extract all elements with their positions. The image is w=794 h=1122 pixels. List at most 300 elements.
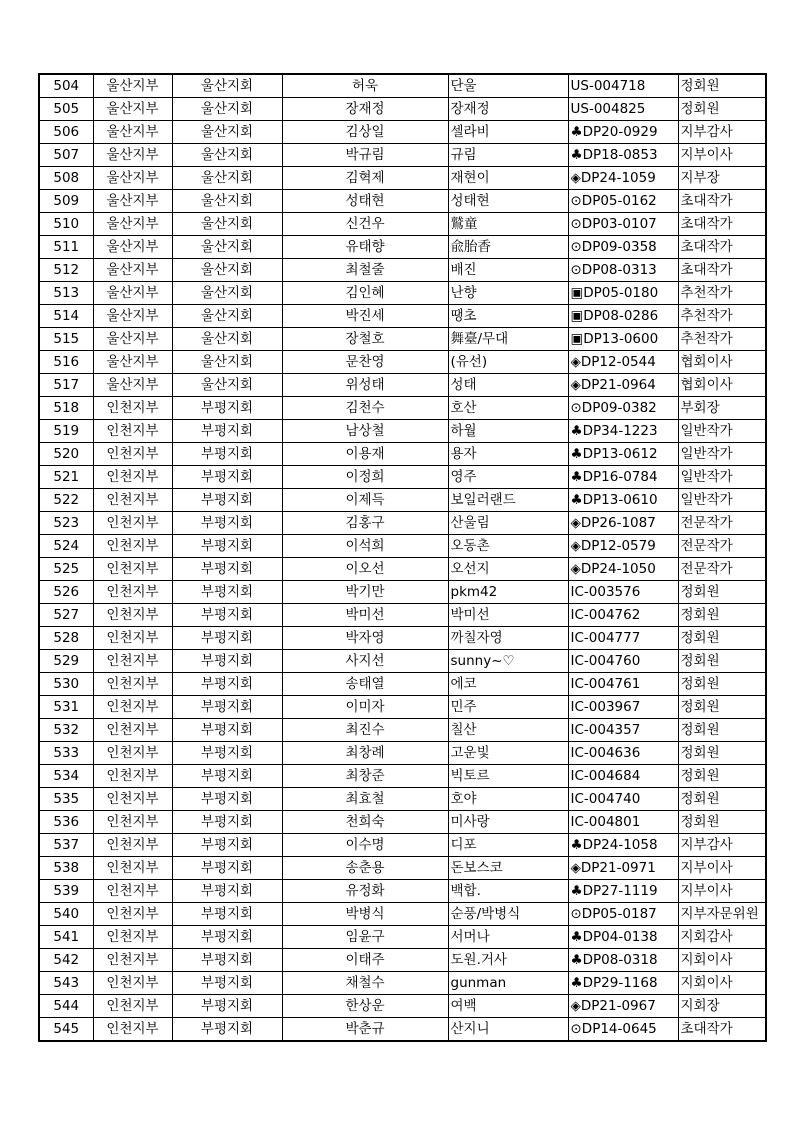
chapter-cell: 부평지회 [172, 765, 282, 788]
nickname-cell: 셀라비 [448, 121, 568, 144]
nickname-cell: 장재정 [448, 98, 568, 121]
nickname-cell: pkm42 [448, 581, 568, 604]
chapter-cell: 울산지회 [172, 282, 282, 305]
branch-cell: 인천지부 [93, 857, 172, 880]
branch-cell: 울산지부 [93, 167, 172, 190]
member-name-cell: 최진수 [282, 719, 448, 742]
table-row [39, 581, 766, 604]
table-row [39, 719, 766, 742]
role-cell: 지부이사 [678, 857, 766, 880]
role-cell: 정회원 [678, 811, 766, 834]
nickname-cell: 미사랑 [448, 811, 568, 834]
row-number: 516 [39, 351, 93, 374]
table-row [39, 1018, 766, 1042]
branch-cell: 인천지부 [93, 811, 172, 834]
role-cell: 전문작가 [678, 535, 766, 558]
role-cell: 정회원 [678, 650, 766, 673]
role-cell: 정회원 [678, 673, 766, 696]
branch-cell: 울산지부 [93, 259, 172, 282]
role-cell: 전문작가 [678, 512, 766, 535]
table-row [39, 489, 766, 512]
nickname-cell: 산지니 [448, 1018, 568, 1042]
table-row [39, 512, 766, 535]
member-code-cell: ⊙DP03-0107 [568, 213, 678, 236]
nickname-cell: 배진 [448, 259, 568, 282]
nickname-cell: 민주 [448, 696, 568, 719]
table-row [39, 98, 766, 121]
nickname-cell: 서머나 [448, 926, 568, 949]
branch-cell: 울산지부 [93, 144, 172, 167]
member-name-cell: 유태향 [282, 236, 448, 259]
table-row [39, 673, 766, 696]
row-number: 524 [39, 535, 93, 558]
member-code-cell: ♣DP27-1119 [568, 880, 678, 903]
table-row [39, 880, 766, 903]
nickname-cell: 난향 [448, 282, 568, 305]
chapter-cell: 울산지회 [172, 74, 282, 98]
table-row [39, 305, 766, 328]
table-row [39, 121, 766, 144]
nickname-cell: 까칠자영 [448, 627, 568, 650]
chapter-cell: 울산지회 [172, 351, 282, 374]
row-number: 522 [39, 489, 93, 512]
branch-cell: 인천지부 [93, 719, 172, 742]
row-number: 532 [39, 719, 93, 742]
member-name-cell: 문찬영 [282, 351, 448, 374]
role-cell: 정회원 [678, 788, 766, 811]
nickname-cell: 에코 [448, 673, 568, 696]
member-name-cell: 최효철 [282, 788, 448, 811]
member-code-cell: ♣DP13-0610 [568, 489, 678, 512]
chapter-cell: 부평지회 [172, 788, 282, 811]
table-row [39, 397, 766, 420]
table-row [39, 328, 766, 351]
table-row [39, 949, 766, 972]
table-row [39, 811, 766, 834]
member-code-cell: ♣DP18-0853 [568, 144, 678, 167]
row-number: 545 [39, 1018, 93, 1042]
nickname-cell: gunman [448, 972, 568, 995]
chapter-cell: 부평지회 [172, 719, 282, 742]
branch-cell: 인천지부 [93, 765, 172, 788]
member-code-cell: ♣DP04-0138 [568, 926, 678, 949]
member-name-cell: 이석희 [282, 535, 448, 558]
member-name-cell: 이제득 [282, 489, 448, 512]
member-name-cell: 성태현 [282, 190, 448, 213]
nickname-cell: 하월 [448, 420, 568, 443]
chapter-cell: 부평지회 [172, 420, 282, 443]
table-row [39, 144, 766, 167]
member-name-cell: 이미자 [282, 696, 448, 719]
chapter-cell: 울산지회 [172, 167, 282, 190]
nickname-cell: 舞臺/무대 [448, 328, 568, 351]
member-code-cell: ⊙DP05-0187 [568, 903, 678, 926]
row-number: 506 [39, 121, 93, 144]
branch-cell: 인천지부 [93, 466, 172, 489]
chapter-cell: 울산지회 [172, 259, 282, 282]
branch-cell: 울산지부 [93, 98, 172, 121]
table-row [39, 627, 766, 650]
row-number: 538 [39, 857, 93, 880]
member-code-cell: ♣DP20-0929 [568, 121, 678, 144]
nickname-cell: 칠산 [448, 719, 568, 742]
nickname-cell: 순풍/박병식 [448, 903, 568, 926]
row-number: 540 [39, 903, 93, 926]
row-number: 518 [39, 397, 93, 420]
branch-cell: 인천지부 [93, 443, 172, 466]
nickname-cell: 성태 [448, 374, 568, 397]
member-name-cell: 박춘규 [282, 1018, 448, 1042]
member-name-cell: 이오선 [282, 558, 448, 581]
nickname-cell: 용자 [448, 443, 568, 466]
row-number: 534 [39, 765, 93, 788]
member-name-cell: 박진세 [282, 305, 448, 328]
table-row [39, 420, 766, 443]
row-number: 535 [39, 788, 93, 811]
row-number: 543 [39, 972, 93, 995]
table-row [39, 696, 766, 719]
row-number: 536 [39, 811, 93, 834]
member-name-cell: 허욱 [282, 74, 448, 98]
branch-cell: 인천지부 [93, 696, 172, 719]
member-code-cell: IC-003576 [568, 581, 678, 604]
member-code-cell: IC-004762 [568, 604, 678, 627]
chapter-cell: 부평지회 [172, 627, 282, 650]
nickname-cell: sunny~♡ [448, 650, 568, 673]
member-name-cell: 김천수 [282, 397, 448, 420]
branch-cell: 인천지부 [93, 627, 172, 650]
member-code-cell: ⊙DP09-0382 [568, 397, 678, 420]
member-name-cell: 박규림 [282, 144, 448, 167]
row-number: 507 [39, 144, 93, 167]
role-cell: 부회장 [678, 397, 766, 420]
table-row [39, 374, 766, 397]
member-name-cell: 박자영 [282, 627, 448, 650]
branch-cell: 인천지부 [93, 995, 172, 1018]
chapter-cell: 울산지회 [172, 236, 282, 259]
member-code-cell: IC-004357 [568, 719, 678, 742]
member-code-cell: IC-004777 [568, 627, 678, 650]
chapter-cell: 부평지회 [172, 949, 282, 972]
table-row [39, 190, 766, 213]
member-code-cell: ♣DP24-1058 [568, 834, 678, 857]
branch-cell: 울산지부 [93, 282, 172, 305]
role-cell: 지부감사 [678, 121, 766, 144]
row-number: 539 [39, 880, 93, 903]
member-name-cell: 김혁제 [282, 167, 448, 190]
member-name-cell: 최철줄 [282, 259, 448, 282]
table-row [39, 213, 766, 236]
chapter-cell: 부평지회 [172, 742, 282, 765]
chapter-cell: 부평지회 [172, 857, 282, 880]
member-name-cell: 사지선 [282, 650, 448, 673]
nickname-cell: 재현이 [448, 167, 568, 190]
branch-cell: 인천지부 [93, 742, 172, 765]
chapter-cell: 부평지회 [172, 811, 282, 834]
branch-cell: 울산지부 [93, 74, 172, 98]
chapter-cell: 부평지회 [172, 972, 282, 995]
table-row [39, 167, 766, 190]
nickname-cell: 오동촌 [448, 535, 568, 558]
table-row [39, 558, 766, 581]
member-name-cell: 김상일 [282, 121, 448, 144]
member-name-cell: 김인혜 [282, 282, 448, 305]
branch-cell: 인천지부 [93, 673, 172, 696]
member-name-cell: 이수명 [282, 834, 448, 857]
branch-cell: 인천지부 [93, 788, 172, 811]
role-cell: 일반작가 [678, 420, 766, 443]
role-cell: 지회장 [678, 995, 766, 1018]
member-code-cell: ▣DP13-0600 [568, 328, 678, 351]
member-name-cell: 한상운 [282, 995, 448, 1018]
role-cell: 정회원 [678, 765, 766, 788]
branch-cell: 인천지부 [93, 535, 172, 558]
member-name-cell: 최창례 [282, 742, 448, 765]
branch-cell: 인천지부 [93, 926, 172, 949]
member-code-cell: IC-004801 [568, 811, 678, 834]
nickname-cell: 땡초 [448, 305, 568, 328]
branch-cell: 인천지부 [93, 558, 172, 581]
table-row [39, 443, 766, 466]
row-number: 517 [39, 374, 93, 397]
chapter-cell: 부평지회 [172, 673, 282, 696]
chapter-cell: 부평지회 [172, 650, 282, 673]
branch-cell: 인천지부 [93, 834, 172, 857]
member-code-cell: ◈DP21-0967 [568, 995, 678, 1018]
nickname-cell: 호야 [448, 788, 568, 811]
member-name-cell: 위성태 [282, 374, 448, 397]
role-cell: 추천작가 [678, 305, 766, 328]
chapter-cell: 부평지회 [172, 443, 282, 466]
role-cell: 추천작가 [678, 282, 766, 305]
branch-cell: 인천지부 [93, 397, 172, 420]
chapter-cell: 부평지회 [172, 397, 282, 420]
member-code-cell: ♣DP16-0784 [568, 466, 678, 489]
member-table [38, 73, 767, 1042]
member-name-cell: 박병식 [282, 903, 448, 926]
member-name-cell: 박기만 [282, 581, 448, 604]
branch-cell: 인천지부 [93, 581, 172, 604]
row-number: 510 [39, 213, 93, 236]
row-number: 513 [39, 282, 93, 305]
role-cell: 초대작가 [678, 1018, 766, 1042]
row-number: 511 [39, 236, 93, 259]
chapter-cell: 부평지회 [172, 535, 282, 558]
member-name-cell: 신건우 [282, 213, 448, 236]
member-code-cell: ◈DP26-1087 [568, 512, 678, 535]
table-row [39, 466, 766, 489]
member-name-cell: 이태주 [282, 949, 448, 972]
chapter-cell: 울산지회 [172, 121, 282, 144]
branch-cell: 인천지부 [93, 949, 172, 972]
member-code-cell: IC-003967 [568, 696, 678, 719]
member-name-cell: 채철수 [282, 972, 448, 995]
member-name-cell: 이정희 [282, 466, 448, 489]
role-cell: 초대작가 [678, 259, 766, 282]
row-number: 527 [39, 604, 93, 627]
role-cell: 초대작가 [678, 190, 766, 213]
member-code-cell: ▣DP08-0286 [568, 305, 678, 328]
member-code-cell: ▣DP05-0180 [568, 282, 678, 305]
role-cell: 정회원 [678, 98, 766, 121]
member-name-cell: 이용재 [282, 443, 448, 466]
row-number: 504 [39, 74, 93, 98]
chapter-cell: 울산지회 [172, 374, 282, 397]
row-number: 541 [39, 926, 93, 949]
table-row [39, 788, 766, 811]
branch-cell: 인천지부 [93, 650, 172, 673]
row-number: 526 [39, 581, 93, 604]
branch-cell: 인천지부 [93, 1018, 172, 1042]
branch-cell: 울산지부 [93, 305, 172, 328]
row-number: 523 [39, 512, 93, 535]
chapter-cell: 부평지회 [172, 512, 282, 535]
nickname-cell: 여백 [448, 995, 568, 1018]
row-number: 525 [39, 558, 93, 581]
member-table-body [39, 74, 766, 1041]
role-cell: 지회감사 [678, 926, 766, 949]
branch-cell: 인천지부 [93, 903, 172, 926]
member-name-cell: 남상철 [282, 420, 448, 443]
member-code-cell: ◈DP21-0971 [568, 857, 678, 880]
member-code-cell: ◈DP12-0544 [568, 351, 678, 374]
chapter-cell: 부평지회 [172, 581, 282, 604]
row-number: 509 [39, 190, 93, 213]
chapter-cell: 울산지회 [172, 305, 282, 328]
table-row [39, 834, 766, 857]
nickname-cell: 박미선 [448, 604, 568, 627]
row-number: 519 [39, 420, 93, 443]
nickname-cell: (유선) [448, 351, 568, 374]
row-number: 537 [39, 834, 93, 857]
table-row [39, 857, 766, 880]
member-name-cell: 송춘용 [282, 857, 448, 880]
role-cell: 일반작가 [678, 466, 766, 489]
member-code-cell: US-004718 [568, 74, 678, 98]
row-number: 514 [39, 305, 93, 328]
member-code-cell: ⊙DP09-0358 [568, 236, 678, 259]
chapter-cell: 울산지회 [172, 328, 282, 351]
member-name-cell: 김홍구 [282, 512, 448, 535]
table-row [39, 742, 766, 765]
nickname-cell: 오선지 [448, 558, 568, 581]
role-cell: 추천작가 [678, 328, 766, 351]
nickname-cell: 鷲童 [448, 213, 568, 236]
chapter-cell: 부평지회 [172, 489, 282, 512]
branch-cell: 울산지부 [93, 328, 172, 351]
nickname-cell: 돈보스코 [448, 857, 568, 880]
member-code-cell: IC-004760 [568, 650, 678, 673]
nickname-cell: 산울림 [448, 512, 568, 535]
nickname-cell: 규림 [448, 144, 568, 167]
row-number: 505 [39, 98, 93, 121]
row-number: 520 [39, 443, 93, 466]
row-number: 528 [39, 627, 93, 650]
chapter-cell: 부평지회 [172, 558, 282, 581]
role-cell: 전문작가 [678, 558, 766, 581]
nickname-cell: 도원.거사 [448, 949, 568, 972]
nickname-cell: 빅토르 [448, 765, 568, 788]
role-cell: 정회원 [678, 742, 766, 765]
member-code-cell: ⊙DP14-0645 [568, 1018, 678, 1042]
chapter-cell: 울산지회 [172, 190, 282, 213]
table-row [39, 74, 766, 98]
member-name-cell: 천희숙 [282, 811, 448, 834]
chapter-cell: 부평지회 [172, 903, 282, 926]
nickname-cell: 백합. [448, 880, 568, 903]
nickname-cell: 兪胎香 [448, 236, 568, 259]
member-code-cell: IC-004761 [568, 673, 678, 696]
member-code-cell: ◈DP24-1050 [568, 558, 678, 581]
row-number: 512 [39, 259, 93, 282]
member-code-cell: IC-004636 [568, 742, 678, 765]
chapter-cell: 부평지회 [172, 995, 282, 1018]
branch-cell: 울산지부 [93, 213, 172, 236]
role-cell: 정회원 [678, 604, 766, 627]
member-code-cell: ♣DP29-1168 [568, 972, 678, 995]
branch-cell: 인천지부 [93, 489, 172, 512]
role-cell: 지부자문위원 [678, 903, 766, 926]
table-row [39, 604, 766, 627]
member-name-cell: 임윤구 [282, 926, 448, 949]
member-code-cell: US-004825 [568, 98, 678, 121]
member-code-cell: ⊙DP08-0313 [568, 259, 678, 282]
member-code-cell: ♣DP08-0318 [568, 949, 678, 972]
chapter-cell: 부평지회 [172, 834, 282, 857]
nickname-cell: 고운빛 [448, 742, 568, 765]
role-cell: 협회이사 [678, 351, 766, 374]
table-row [39, 282, 766, 305]
role-cell: 지회이사 [678, 949, 766, 972]
table-row [39, 351, 766, 374]
branch-cell: 인천지부 [93, 880, 172, 903]
nickname-cell: 단울 [448, 74, 568, 98]
chapter-cell: 부평지회 [172, 926, 282, 949]
role-cell: 정회원 [678, 581, 766, 604]
chapter-cell: 부평지회 [172, 696, 282, 719]
branch-cell: 울산지부 [93, 236, 172, 259]
table-row [39, 995, 766, 1018]
member-name-cell: 박미선 [282, 604, 448, 627]
chapter-cell: 울산지회 [172, 213, 282, 236]
chapter-cell: 부평지회 [172, 604, 282, 627]
member-code-cell: ◈DP12-0579 [568, 535, 678, 558]
role-cell: 협회이사 [678, 374, 766, 397]
table-row [39, 903, 766, 926]
role-cell: 지회이사 [678, 972, 766, 995]
table-row [39, 259, 766, 282]
branch-cell: 울산지부 [93, 121, 172, 144]
member-code-cell: IC-004684 [568, 765, 678, 788]
nickname-cell: 디포 [448, 834, 568, 857]
row-number: 533 [39, 742, 93, 765]
chapter-cell: 부평지회 [172, 880, 282, 903]
table-row [39, 236, 766, 259]
row-number: 508 [39, 167, 93, 190]
role-cell: 일반작가 [678, 489, 766, 512]
role-cell: 초대작가 [678, 213, 766, 236]
member-code-cell: ◈DP24-1059 [568, 167, 678, 190]
table-row [39, 972, 766, 995]
nickname-cell: 호산 [448, 397, 568, 420]
chapter-cell: 울산지회 [172, 144, 282, 167]
row-number: 530 [39, 673, 93, 696]
row-number: 521 [39, 466, 93, 489]
member-name-cell: 유정화 [282, 880, 448, 903]
branch-cell: 울산지부 [93, 190, 172, 213]
nickname-cell: 성태현 [448, 190, 568, 213]
row-number: 531 [39, 696, 93, 719]
